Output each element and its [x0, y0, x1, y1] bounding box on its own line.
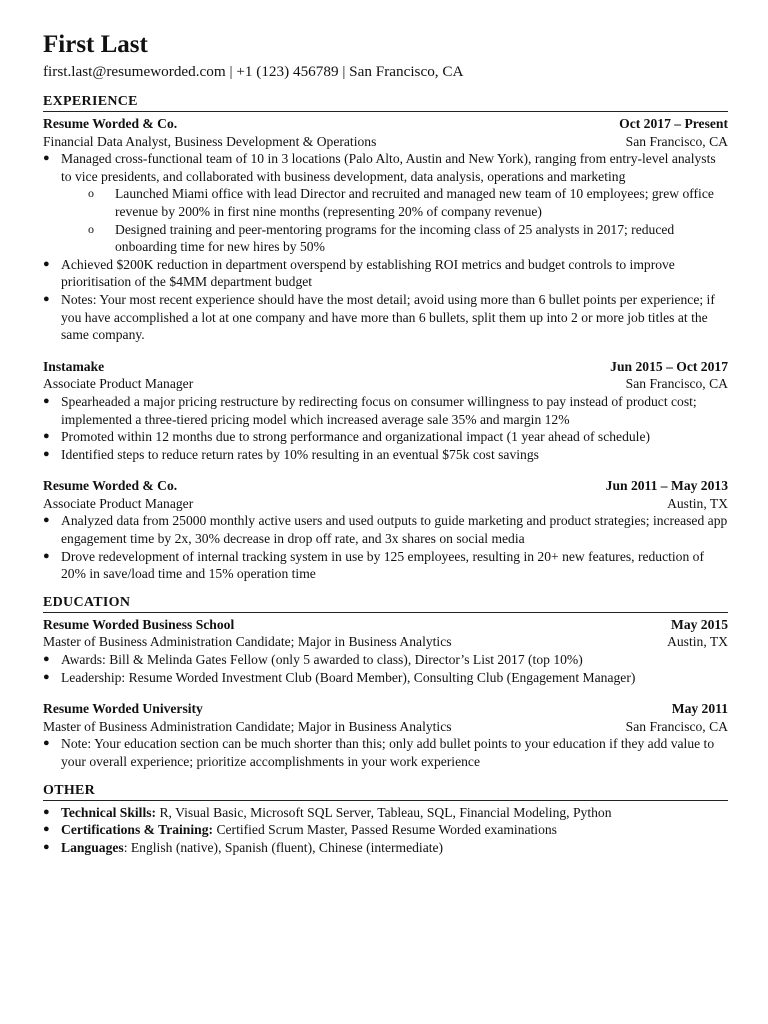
bullet-icon: ● — [43, 514, 50, 527]
bullet-item — [43, 735, 728, 770]
bullet-icon: ● — [43, 394, 50, 407]
sub-bullet-item — [43, 221, 728, 256]
bullet-item — [43, 651, 728, 669]
experience-section — [43, 93, 728, 583]
bullet-item — [43, 291, 728, 344]
bullet-list — [43, 804, 728, 857]
resume-page — [43, 30, 728, 856]
bullet-icon: ● — [43, 447, 50, 460]
company-name: Instamake — [43, 358, 105, 374]
school-name: Resume Worded University — [43, 701, 203, 717]
bullet-text: Spearheaded a major pricing restructure by redirecting focus on consumer willingness to pay instead of product cost; implemented a three-tiered pricing model which increased average sale 35% and margin 12% — [61, 393, 697, 427]
bullet-item — [43, 428, 728, 446]
job-dates: Jun 2015 – Oct 2017 — [610, 358, 728, 374]
company-name: Resume Worded & Co. — [43, 116, 178, 131]
education-section — [43, 594, 728, 771]
bullet-icon: ● — [43, 805, 50, 818]
job-location: San Francisco, CA — [625, 376, 728, 392]
experience-entry — [43, 477, 728, 583]
school-location: Austin, TX — [667, 634, 728, 650]
sub-bullet-icon: o — [88, 186, 94, 201]
degree: Master of Business Administration Candidate; Major in Business Analytics — [43, 634, 452, 650]
bullet-item — [43, 446, 728, 464]
bullet-icon: ● — [43, 653, 50, 666]
job-dates: Oct 2017 – Present — [619, 116, 728, 131]
skill-label: Technical Skills: — [61, 804, 157, 820]
job-dates: Jun 2011 – May 2013 — [605, 478, 728, 494]
bullet-text: Managed cross-functional team of 10 in 3 locations (Palo Alto, Austin and New York), ranging from entry-level analysts to vice presidents, and collaborated with business development, data analysis, operations and marketing — [61, 151, 716, 184]
bullet-item — [43, 256, 728, 291]
skill-text: Certified Scrum Master, Passed Resume Worded examinations — [213, 822, 557, 838]
section-title-other: OTHER — [43, 782, 728, 801]
bullet-item — [43, 393, 728, 428]
job-role: Associate Product Manager — [43, 495, 194, 511]
bullet-list — [43, 393, 728, 463]
school-name: Resume Worded Business School — [43, 616, 235, 632]
bullet-text: Promoted within 12 months due to strong performance and organizational impact (1 year ahead of schedule) — [61, 429, 651, 445]
resume-header — [43, 30, 728, 82]
company-name: Resume Worded & Co. — [43, 478, 178, 494]
section-title-education: EDUCATION — [43, 594, 728, 613]
bullet-list — [43, 512, 728, 582]
bullet-icon: ● — [43, 152, 50, 165]
bullet-item — [43, 548, 728, 583]
skill-label: Languages — [61, 839, 124, 855]
bullet-item — [43, 150, 728, 185]
education-entry — [43, 700, 728, 770]
bullet-text: Notes: Your most recent experience should have the most detail; avoid using more than 6 bullet points per experience; if you have accomplished a lot at one company and have more than 6 bullets, split them up into 2 or more job titles at the same company. — [61, 291, 715, 343]
bullet-text: Designed training and peer-mentoring programs for the incoming class of 25 analysts in 2017; reduced onboarding time for new hires by 50% — [115, 221, 675, 255]
education-entry — [43, 616, 728, 686]
section-title-experience: EXPERIENCE — [43, 93, 728, 112]
job-location: Austin, TX — [667, 495, 728, 511]
bullet-icon: ● — [43, 840, 50, 853]
bullet-item — [43, 512, 728, 547]
sub-bullet-item — [43, 185, 728, 220]
bullet-text: Identified steps to reduce return rates by 10% resulting in an eventual $75k cost savings — [61, 446, 539, 462]
sub-bullet-icon: o — [88, 221, 94, 236]
experience-entry — [43, 115, 728, 344]
bullet-text: Leadership: Resume Worded Investment Club (Board Member), Consulting Club (Engagement Manager) — [61, 669, 636, 685]
bullet-text: Analyzed data from 25000 monthly active users and used outputs to guide marketing and product strategies; increased app engagement time by 2x, 30% decrease in drop off rate, and 3x shares on social media — [61, 513, 728, 547]
bullet-text: Achieved $200K reduction in department overspend by establishing ROI metrics and budget controls to improve prioritisation of the $4MM department budget — [61, 256, 675, 290]
degree: Master of Business Administration Candidate; Major in Business Analytics — [43, 718, 452, 734]
bullet-icon: ● — [43, 257, 50, 270]
bullet-text: Launched Miami office with lead Director and recruited and managed new team of 10 employees; grew office revenue by 200% in first nine months (representing 20% of company revenue) — [115, 186, 714, 219]
bullet-icon: ● — [43, 737, 50, 750]
bullet-item — [43, 839, 728, 857]
contact-line: first.last@resumeworded.com | +1 (123) 456789 | San Francisco, CA — [43, 63, 464, 80]
school-location: San Francisco, CA — [625, 718, 728, 734]
bullet-text: Note: Your education section can be much shorter than this; only add bullet points to your education if they add value to your overall experience; prioritize accomplishments in your work experience — [61, 736, 715, 769]
bullet-icon: ● — [43, 670, 50, 683]
job-role: Associate Product Manager — [43, 376, 194, 392]
bullet-text: Awards: Bill & Melinda Gates Fellow (only 5 awarded to class), Director’s List 2017 (top 10%) — [61, 652, 583, 668]
bullet-list — [43, 735, 728, 770]
bullet-item — [43, 669, 728, 687]
candidate-name: First Last — [43, 31, 148, 58]
other-section — [43, 782, 728, 857]
bullet-icon: ● — [43, 430, 50, 443]
bullet-item — [43, 821, 728, 839]
education-date: May 2015 — [670, 616, 728, 632]
skill-text: R, Visual Basic, Microsoft SQL Server, Tableau, SQL, Financial Modeling, Python — [156, 804, 612, 820]
bullet-item — [43, 804, 728, 822]
job-role: Financial Data Analyst, Business Development & Operations — [43, 133, 377, 149]
experience-entry — [43, 358, 728, 464]
bullet-icon: ● — [43, 292, 50, 305]
bullet-text: Drove redevelopment of internal tracking system in use by 125 employees, resulting in 20+ new features, reduction of 20% in save/load time and 15% operation time — [61, 548, 704, 582]
education-date: May 2011 — [671, 701, 728, 717]
skill-text: : English (native), Spanish (fluent), Chinese (intermediate) — [123, 839, 444, 855]
job-location: San Francisco, CA — [625, 133, 728, 149]
bullet-icon: ● — [43, 823, 50, 836]
bullet-icon: ● — [43, 549, 50, 562]
bullet-list — [43, 150, 728, 344]
bullet-list — [43, 651, 728, 686]
skill-label: Certifications & Training: — [61, 822, 214, 838]
